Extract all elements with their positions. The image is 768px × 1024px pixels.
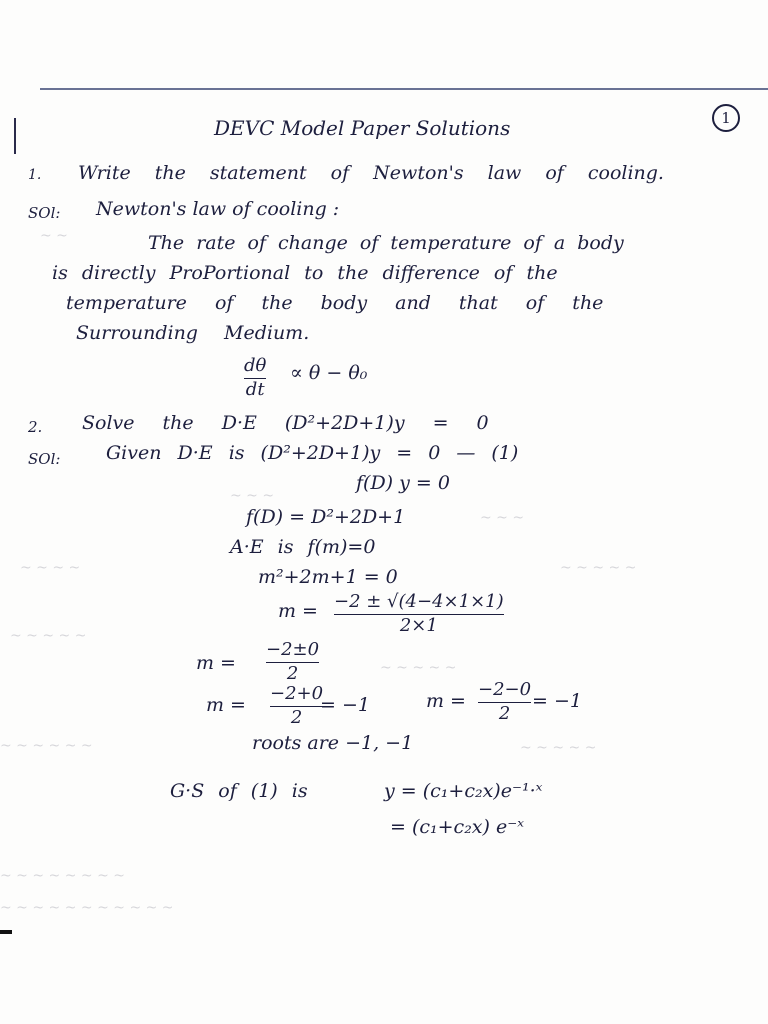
q2-step-5-fraction [334, 592, 504, 637]
q2-general-solution-eq-1: y = (c₁+c₂x)e⁻¹·ˣ [384, 780, 543, 802]
q2-answer-marker: SOl: [28, 450, 61, 468]
q2-step-5-lhs: m = [278, 600, 318, 622]
q2-number: 2. [28, 418, 43, 436]
q2-step-6-fraction [266, 640, 319, 685]
q1-line-3: temperature of the body and that of the [66, 292, 604, 314]
q2-step-7a-numerator: −2+0 [270, 683, 324, 704]
q2-step-4: m²+2m+1 = 0 [258, 566, 398, 588]
q2-step-7a-denominator: 2 [290, 707, 303, 729]
bleed-through-mark: ~ ~ ~ [480, 510, 525, 526]
bottom-edge-mark [0, 930, 12, 934]
bleed-through-mark: ~ ~ ~ ~ ~ [380, 660, 457, 676]
bleed-through-mark: ~ ~ ~ ~ ~ ~ ~ ~ [0, 868, 125, 884]
q2-step-7b-lhs: m = [426, 690, 466, 712]
q1-answer-marker: SOl: [28, 204, 61, 222]
q2-step-1: f(D) y = 0 [356, 472, 450, 494]
q1-formula-numerator: dθ [244, 355, 267, 376]
top-rule-line [40, 88, 768, 90]
q2-step-6-denominator: 2 [286, 663, 299, 685]
q2-step-7a-rhs: = −1 [320, 694, 370, 716]
q2-step-6-numerator: −2±0 [266, 639, 320, 660]
q2-roots: roots are −1, −1 [252, 732, 414, 754]
q1-question: Write the statement of Newton's law of cooling. [78, 162, 664, 184]
bleed-through-mark: ~ ~ ~ ~ ~ [520, 740, 597, 756]
bleed-through-mark: ~ ~ ~ ~ ~ ~ ~ ~ ~ ~ ~ [0, 900, 174, 916]
q1-number: 1. [28, 167, 42, 183]
q2-step-2: f(D) = D²+2D+1 [246, 506, 406, 528]
q2-step-7a-fraction [270, 684, 323, 729]
q1-formula-denominator: dt [245, 379, 265, 401]
margin-mark [14, 118, 16, 154]
q2-step-5-denominator: 2×1 [399, 615, 438, 637]
bleed-through-mark: ~ ~ ~ ~ ~ [560, 560, 637, 576]
q2-step-7a-lhs: m = [206, 694, 246, 716]
q2-general-solution-label: G·S of (1) is [170, 780, 308, 802]
q2-given: Given D·E is (D²+2D+1)y = 0 — (1) [106, 442, 519, 464]
q1-formula-fraction [244, 356, 266, 401]
bleed-through-mark: ~ ~ ~ ~ [20, 560, 81, 576]
q2-step-3: A·E is f(m)=0 [230, 536, 376, 558]
q2-step-7b-rhs: = −1 [532, 690, 582, 712]
q1-line-4: Surrounding Medium. [76, 322, 310, 344]
q2-question: Solve the D·E (D²+2D+1)y = 0 [82, 412, 489, 434]
bleed-through-mark: ~ ~ [40, 228, 68, 244]
q2-general-solution-eq-2: = (c₁+c₂x) e⁻ˣ [390, 816, 524, 838]
q2-step-7b-fraction [478, 680, 531, 725]
page-number-badge: 1 [712, 104, 740, 132]
q1-heading: Newton's law of cooling : [96, 198, 340, 220]
q1-line-1: The rate of change of temperature of a body [148, 232, 624, 254]
page-title: DEVC Model Paper Solutions [214, 116, 511, 140]
bleed-through-mark: ~ ~ ~ ~ ~ [10, 628, 87, 644]
q2-step-6-lhs: m = [196, 652, 236, 674]
q1-formula-rhs: ∝ θ − θ₀ [290, 362, 368, 384]
bleed-through-mark: ~ ~ ~ ~ ~ ~ [0, 738, 93, 754]
q2-step-5-numerator: −2 ± √(4−4×1×1) [334, 591, 504, 612]
q1-line-2: is directly ProPortional to the difference of the [52, 262, 558, 284]
q2-step-7b-denominator: 2 [498, 703, 511, 725]
q2-step-7b-numerator: −2−0 [478, 679, 532, 700]
bleed-through-mark: ~ ~ ~ [230, 488, 275, 504]
